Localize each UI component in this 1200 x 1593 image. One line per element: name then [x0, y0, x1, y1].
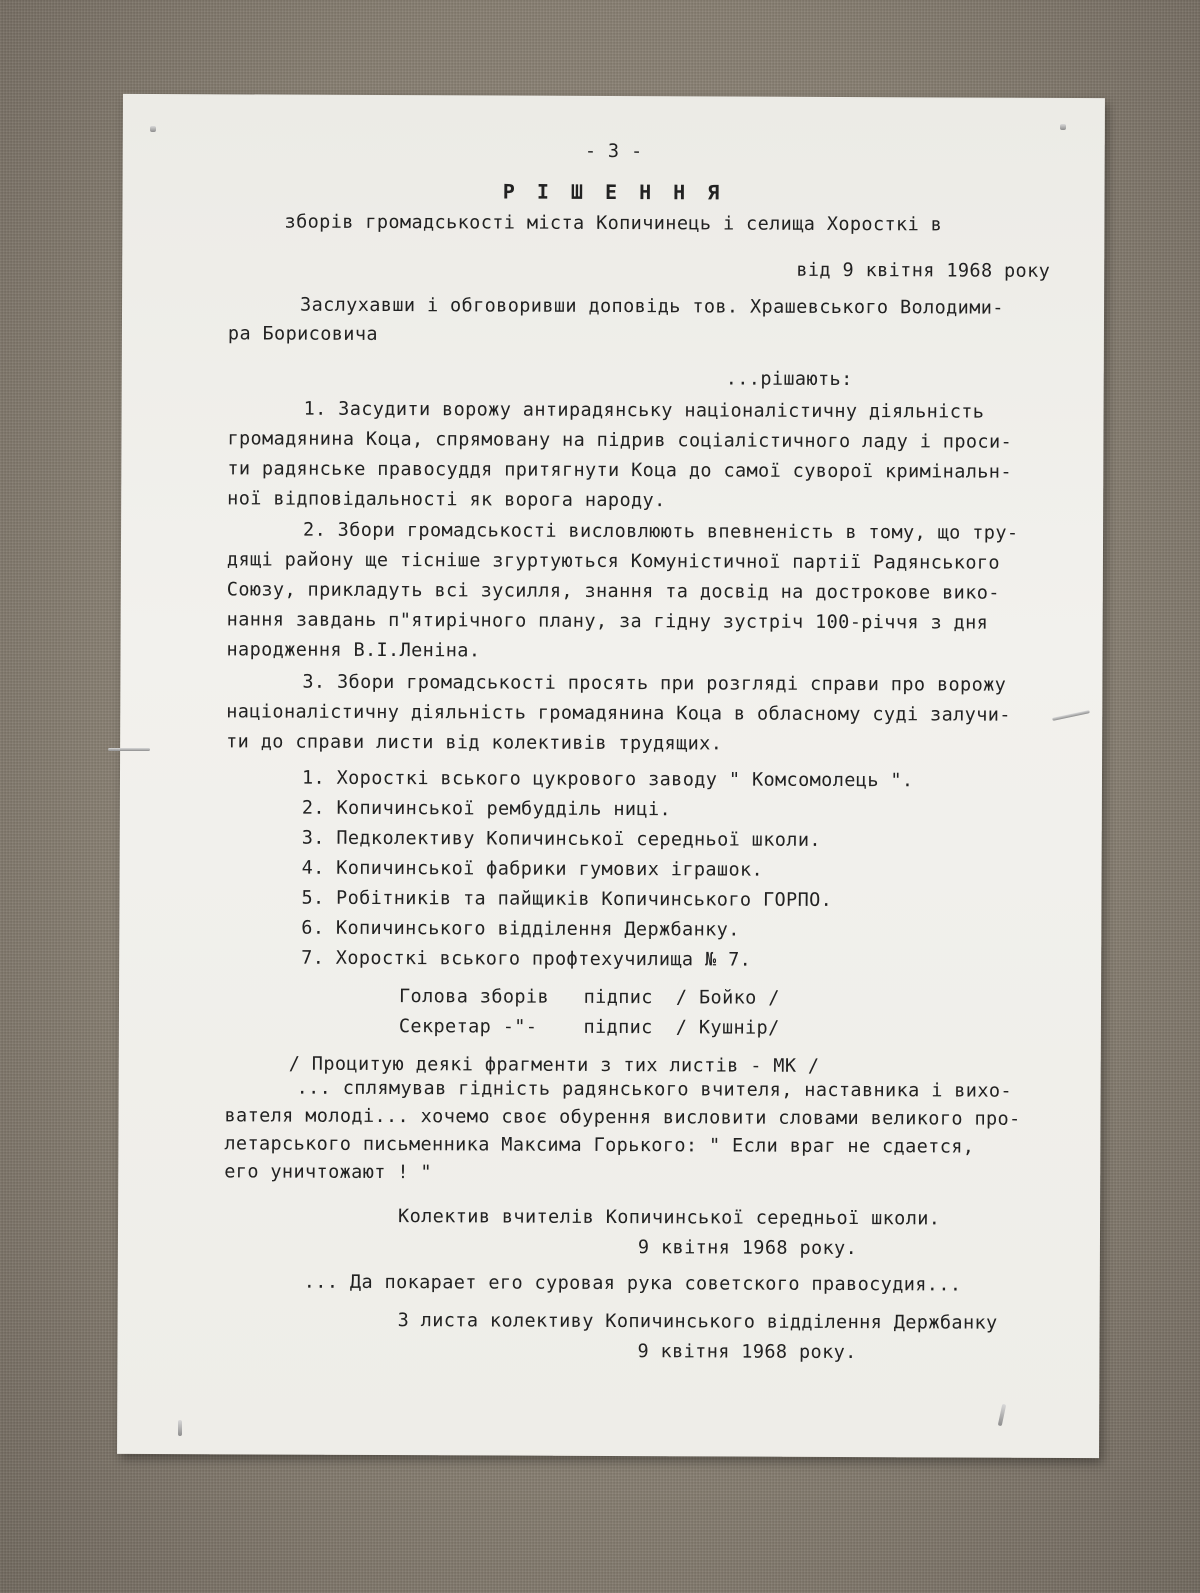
paragraph-line: 3. Збори громадськості просять при розгляді справи про ворожу	[302, 671, 1007, 696]
quote-source: З листа колективу Копичинського відділення Держбанку	[397, 1310, 998, 1334]
quote-line: летарського письменника Максима Горького: " Если враг не сдается,	[224, 1133, 975, 1158]
resolve-heading: ...рішають:	[725, 368, 853, 391]
quote-line: его уничтожают ! "	[224, 1161, 433, 1184]
document-subtitle: зборів громадськості міста Копичинець і селища Хоросткі в	[284, 211, 943, 236]
paragraph-line: націоналістичну діяльність громадянина Коца в обласному суді залучи-	[226, 701, 1011, 726]
quote-line: ... сплямував гідність радянського вчителя, наставника і вихо-	[296, 1077, 1013, 1102]
paragraph-line: ти до справи листи від колективів трудящих.	[226, 731, 723, 755]
paragraph-line: громадянина Коца, спрямовану на підрив соціалістичного ладу і проси-	[227, 428, 1013, 453]
intro-line: ра Борисовича	[227, 323, 378, 345]
paragraph-line: дящі району ще тісніше згуртуються Комуністичної партії Радянського	[226, 549, 1001, 574]
quote-source: Колектив вчителів Копичинської середньої школи.	[398, 1206, 941, 1230]
paragraph-line: Союзу, прикладуть всі зусилля, знання та досвід на дострокове вико-	[226, 579, 1000, 604]
paragraph-line: 2. Збори громадськості висловлюють впевненість в тому, що тру-	[303, 519, 1019, 544]
pin-top-right	[1060, 124, 1066, 130]
signature-secretary: Секретар -"- підпис / Кушнір/	[398, 1016, 780, 1039]
quote-line: вателя молоді... хочемо своє обурення висловити словами великого про-	[224, 1105, 1021, 1130]
paragraph-line: народження В.І.Леніна.	[226, 639, 481, 662]
note-line: / Процитую деякі фрагменти з тих листів - МК /	[288, 1053, 820, 1077]
collective-item: 1. Хоросткі вського цукрового заводу " Комсомолець ".	[301, 767, 914, 792]
pin-left	[108, 748, 150, 751]
paragraph-line: 1. Засудити ворожу антирадянську націоналістичну діяльність	[303, 398, 985, 423]
document-sheet	[117, 94, 1105, 1458]
document-title: Р І Ш Е Н Н Я	[502, 179, 725, 205]
collective-item: 4. Копичинської фабрики гумових іграшок.	[301, 857, 764, 881]
signature-chair: Голова зборів підпис / Бойко /	[398, 986, 780, 1009]
pin-top-left	[150, 126, 156, 132]
pin-bottom-left	[178, 1420, 182, 1436]
paragraph-line: ної відповідальності як ворога народу.	[227, 488, 666, 512]
collective-item: 6. Копичинського відділення Держбанку.	[301, 917, 740, 941]
paragraph-line: ти радянське правосуддя притягнути Коца до самої суворої кримінальн-	[227, 458, 1012, 483]
collective-item: 5. Робітників та пайщиків Копичинського ГОРПО.	[301, 887, 833, 911]
paragraph-line: нання завдань п"ятирічного плану, за гідну зустріч 100-річчя з дня	[226, 609, 989, 634]
collective-item: 2. Копичинської рембудділь ниці.	[301, 797, 672, 821]
document-date: від 9 квітня 1968 року	[796, 259, 1051, 282]
quote-date: 9 квітня 1968 року.	[637, 1341, 857, 1364]
intro-line: Заслухавши і обговоривши доповідь тов. Храшевського Володими-	[300, 294, 1004, 319]
page-number: - 3 -	[584, 140, 643, 163]
quote-line: ... Да покарает его суровая рука советского правосудия...	[303, 1271, 962, 1296]
collective-item: 3. Педколективу Копичинської середньої школи.	[301, 827, 821, 851]
collective-item: 7. Хоросткі вського профтехучилища № 7.	[301, 947, 752, 971]
quote-date: 9 квітня 1968 року.	[637, 1237, 858, 1260]
